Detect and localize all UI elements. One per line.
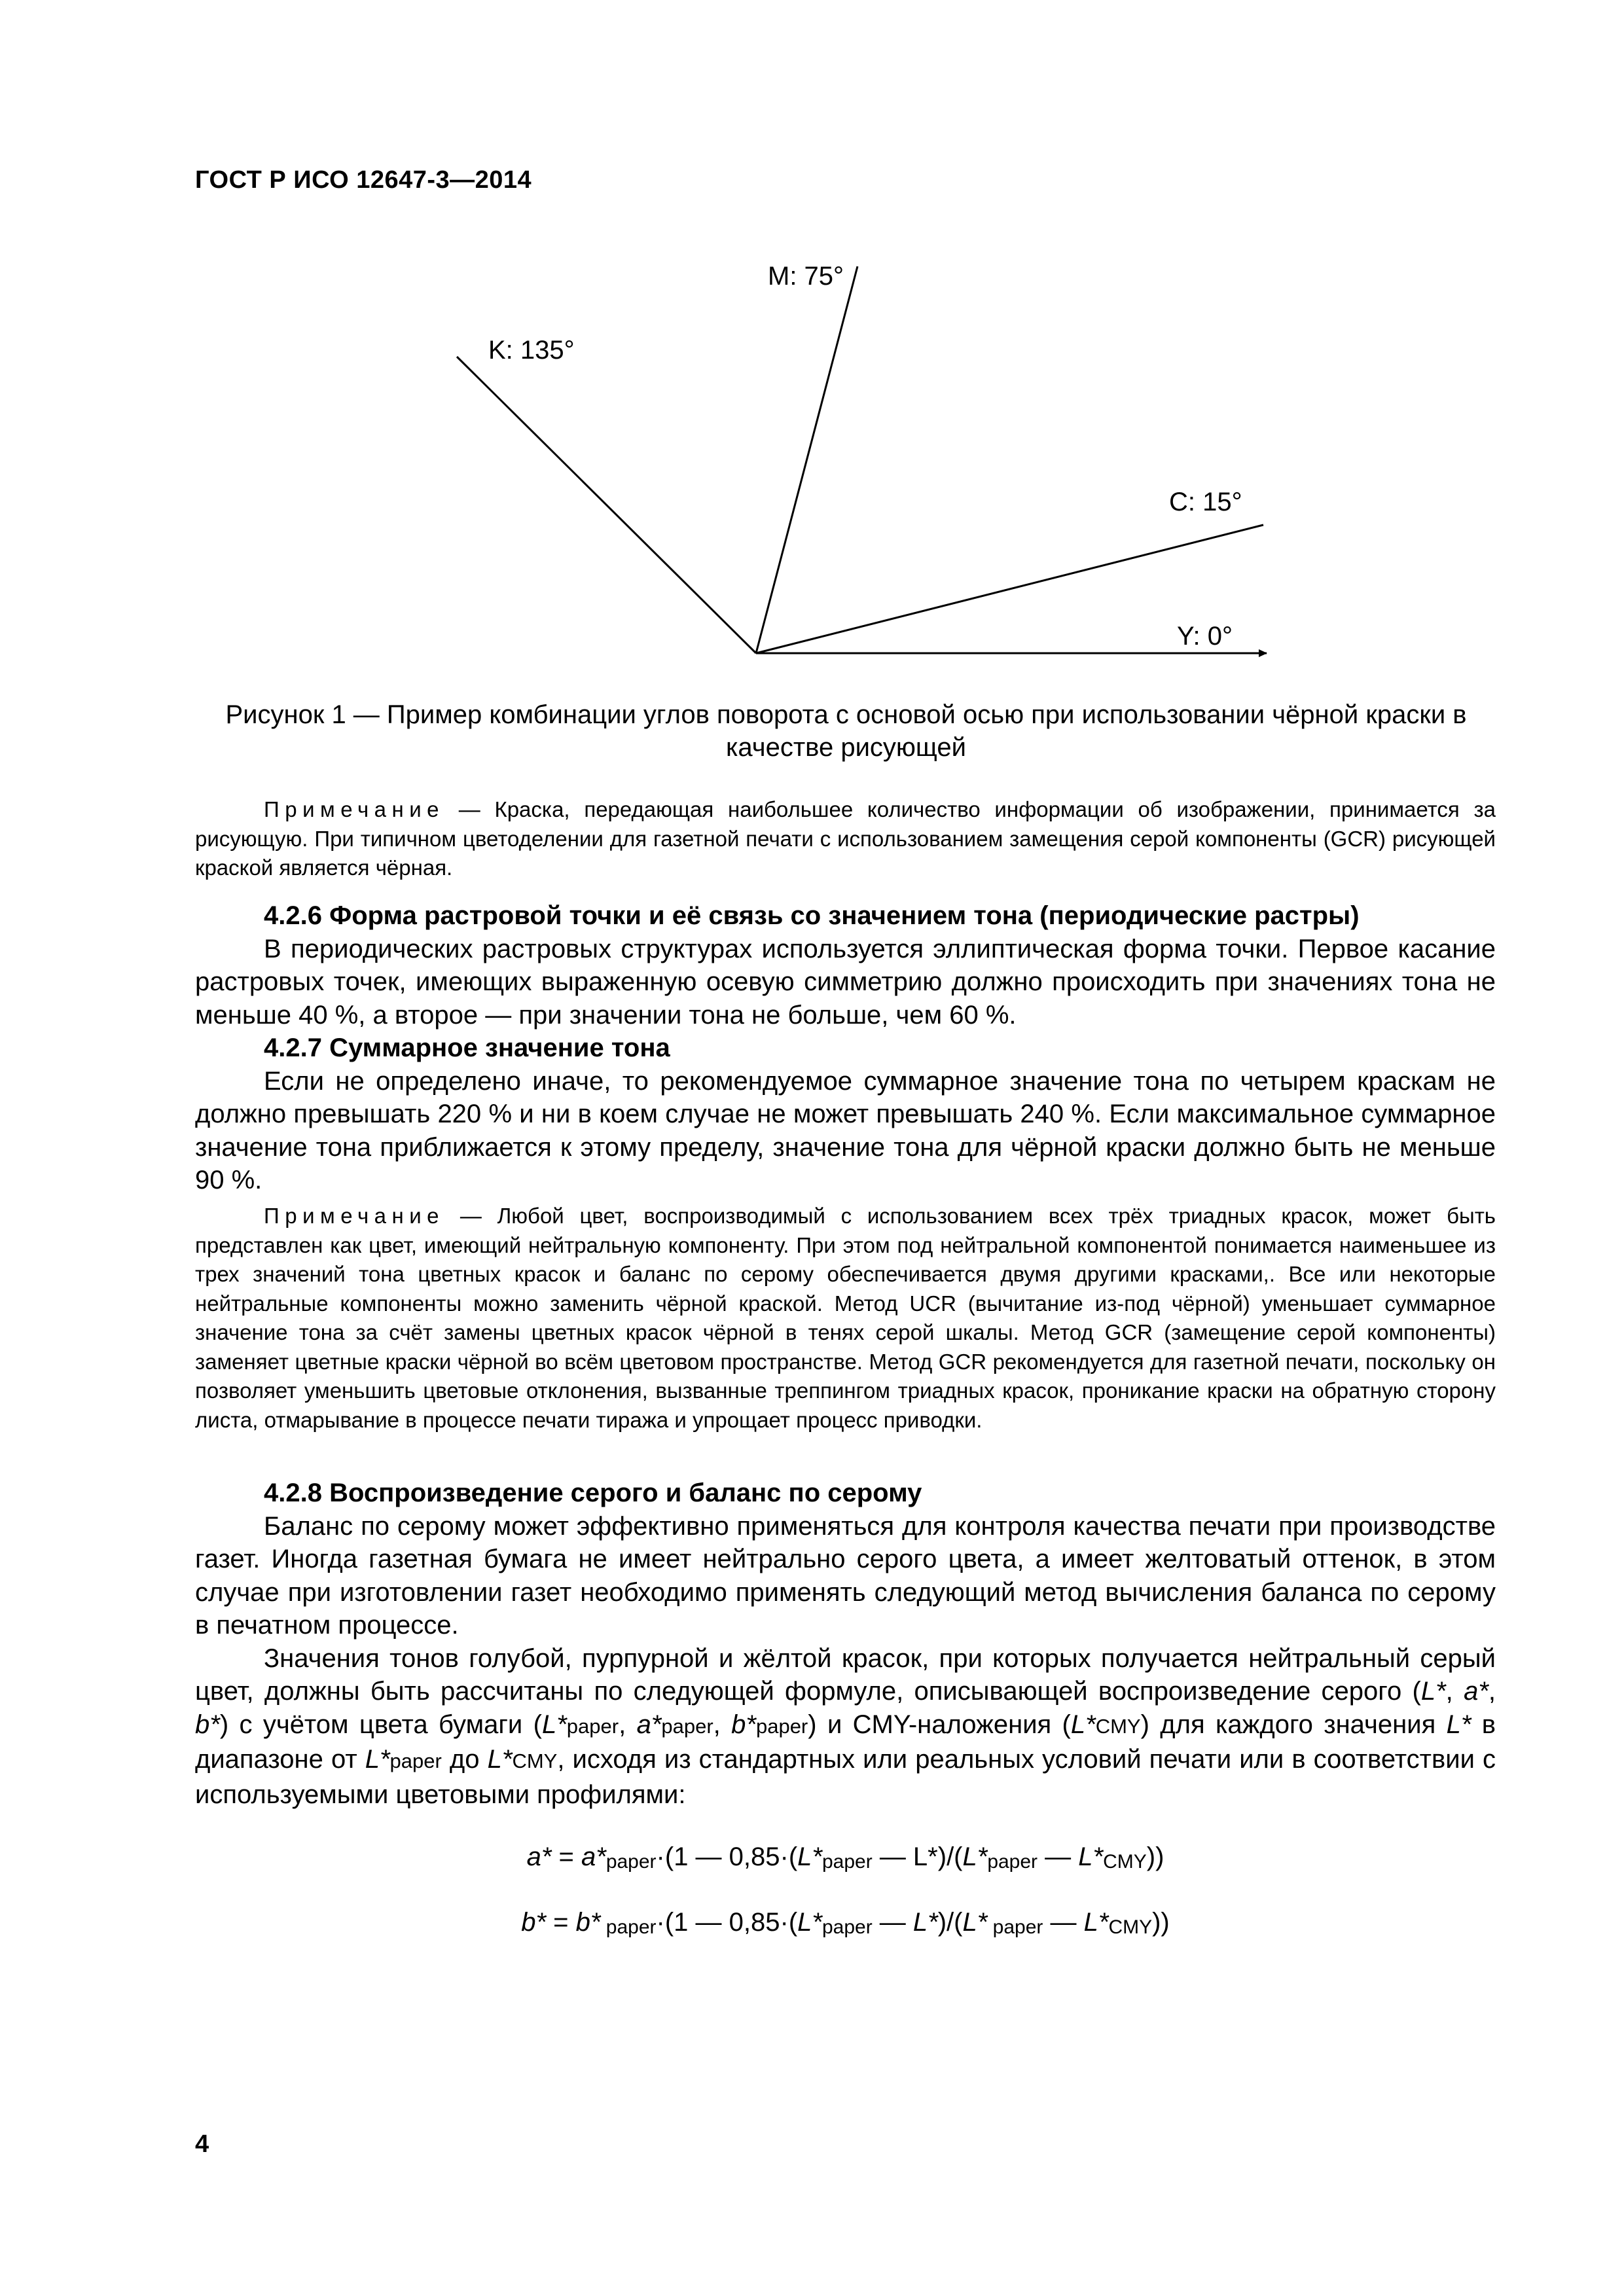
angle-diagram: [425, 252, 1276, 671]
note-2-text: — Любой цвет, воспроизводимый с использованием всех трёх триадных красок, может быть представлен как цвет, имеющий нейтральную компоненту. При этом под нейтральной компонентой понимается наименьшее из трех значений тона цветных красок и баланс по серому обеспечивается двумя другими красками,. Все или некоторые нейтральные компоненты можно заменить чёрной краской. Метод UCR (вычитание из-под чёрной) уменьшает суммарное значение тона за счёт замены цветных красок чёрной в тенях серой шкалы. Метод GCR (замещение серой компоненты) заменяет цветные краски чёрной во всём цветовом пространстве. Метод GCR рекомендуется для газетной печати, поскольку он позволяет уменьшить цветовые отклонения, вызванные треппингом триадных красок, проникание краски на обратную сторону листа, отмарывание в процессе печати тиража и упрощает процесс приводки.: [195, 1204, 1496, 1432]
page-number: 4: [195, 2130, 209, 2158]
section-4-2-8-heading: 4.2.8 Воспроизведение серого и баланс по серому: [264, 1479, 922, 1507]
formula-a-star: $a* = a*_{paper}\cdot(1$ — $0,85\cdot(L*_{paper}$ — $L*)/(L*_{paper}$ — $L*_{CMY}$)): [526, 1842, 1164, 1873]
note-1-prefix: Примечание: [264, 797, 445, 821]
section-4-2-8-paragraph-1: Баланс по серому может эффективно применяться для контроля качества печати при производстве газет. Иногда газетная бумага не имеет нейтрально серого цвета, а имеет желтоватый оттенок, в этом случае при изготовлении газет необходимо применять следующий метод вычисления баланса по серому в печатном процессе.: [195, 1511, 1496, 1640]
section-4-2-7-heading: 4.2.7 Суммарное значение тона: [264, 1033, 670, 1062]
label-k: K: 135°: [488, 336, 575, 365]
section-4-2-6: [195, 899, 1496, 1031]
axis-m-line: [756, 266, 857, 653]
note-2: [195, 1202, 1496, 1435]
note-2-prefix: Примечание: [264, 1204, 445, 1228]
section-4-2-6-text: В периодических растровых структурах используется эллиптическая форма точки. Первое касание растровых точек, имеющих выраженную осевую симметрию должно происходить при значениях тона не меньше 40 %, а второе — при значении тона не больше, чем 60 %.: [195, 934, 1496, 1030]
label-c: C: 15°: [1169, 488, 1242, 516]
formula-b-star: b* = b* $_{paper}$·(1 — $0,85\cdot(L*_{paper}$ — L*)/(L* $_{paper}$ — $L*_{CMY}$)): [521, 1908, 1170, 1938]
section-4-2-8-paragraph-2: Значения тонов голубой, пурпурной и жёлтой красок, при которых получается нейтральный серый цвет, должны быть рассчитаны по следующей формуле, описывающей воспроизведение серого (L*, a*, b*) с учётом цвета бумаги (L*paper, a*paper, b*paper) и CMY-наложения (L*CMY) для каждого значения L* в диапазоне от L*paper до L*CMY, исходя из стандартных или реальных условий печати или в соответствии с используемыми цветовыми профилями:: [195, 1643, 1496, 1809]
label-y: Y: 0°: [1177, 622, 1233, 651]
section-4-2-6-heading: 4.2.6 Форма растровой точки и её связь со значением тона (периодические растры): [264, 901, 1360, 930]
label-m: M: 75°: [768, 262, 844, 291]
axis-k-line: [457, 357, 756, 653]
formulas: [195, 1842, 1496, 1960]
figure-caption: Рисунок 1 — Пример комбинации углов поворота с основой осью при использовании чёрной краски в качестве рисующей: [225, 700, 1467, 762]
section-4-2-7: [195, 1031, 1496, 1197]
document-header: ГОСТ Р ИСО 12647-3—2014: [195, 166, 532, 194]
screen-angle-figure: [425, 252, 1276, 671]
note-1-text: — Краска, передающая наибольшее количество информации об изображении, принимается за рисующую. При типичном цветоделении для газетной печати с использованием замещения серой компоненты (GCR) рисующей краской является чёрная.: [195, 797, 1496, 880]
section-4-2-8: [195, 1477, 1496, 1811]
section-4-2-7-text: Если не определено иначе, то рекомендуемое суммарное значение тона по четырем краскам не должно превышать 220 % и ни в коем случае не может превышать 240 %. Если максимальное суммарное значение тона приближается к этому пределу, значение тона для чёрной краски должно быть не меньше 90 %.: [195, 1066, 1496, 1194]
note-1: [195, 795, 1496, 883]
